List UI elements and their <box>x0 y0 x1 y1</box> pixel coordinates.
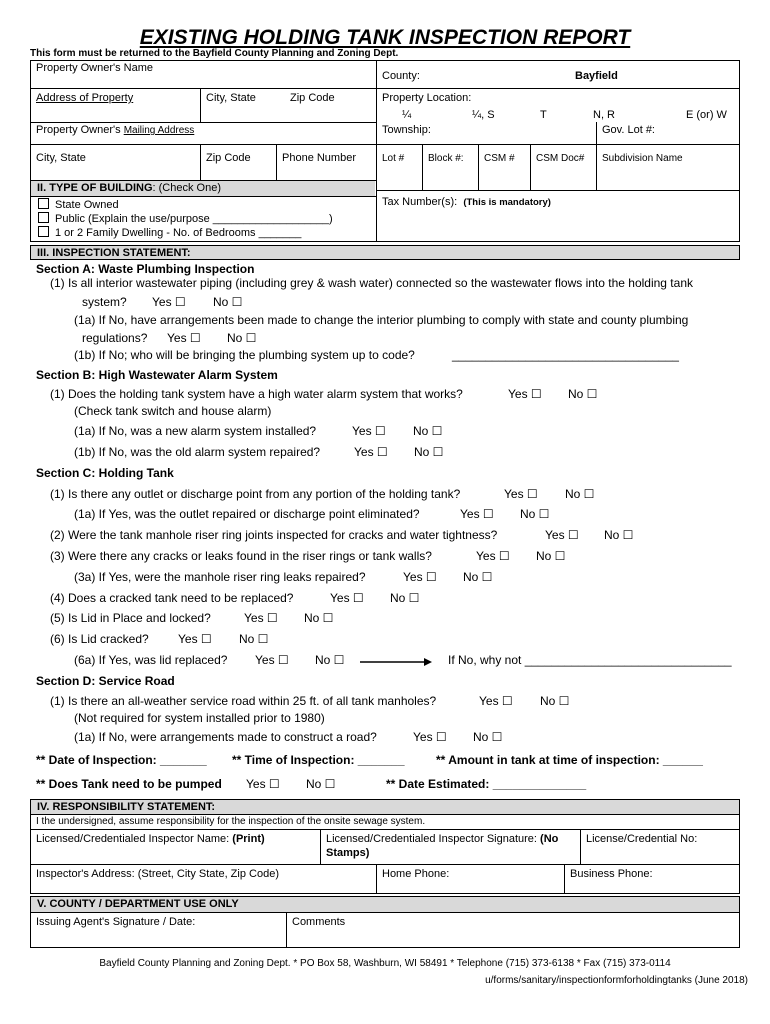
date-estimated-field[interactable]: ** Date Estimated: ______________ <box>386 777 587 791</box>
question-c4: (4) Does a cracked tank need to be replaced? <box>50 591 294 605</box>
question-c5: (5) Is Lid in Place and locked? <box>50 611 211 625</box>
address-label[interactable]: Address of Property <box>36 92 134 104</box>
c1a-yes-checkbox[interactable]: Yes ☐ <box>460 507 494 521</box>
question-d1: (1) Is there an all-weather service road within 25 ft. of all tank manholes? <box>50 694 437 708</box>
gov-lot-label[interactable]: Gov. Lot #: <box>602 124 655 136</box>
zip-label-2[interactable]: Zip Code <box>206 152 251 164</box>
inspector-address-field[interactable]: Inspector's Address: (Street, City State, Zip Code) <box>36 868 279 880</box>
inspection-statement-header: III. INSPECTION STATEMENT: <box>30 245 740 260</box>
comments-field[interactable]: Comments <box>292 916 346 928</box>
footer-contact: Bayfield County Planning and Zoning Dept. * PO Box 58, Washburn, WI 58491 * Telephone (715) 373-6138 * Fax (715) 373-0114 <box>99 958 671 969</box>
c6-no-checkbox[interactable]: No ☐ <box>239 632 269 646</box>
c1-no-checkbox[interactable]: No ☐ <box>565 487 595 501</box>
lot-label[interactable]: Lot # <box>382 153 405 164</box>
owner-name-label[interactable]: Property Owner's Name <box>36 62 154 74</box>
c6a-no-checkbox[interactable]: No ☐ <box>315 653 345 667</box>
question-c2: (2) Were the tank manhole riser ring joints inspected for cracks and water tightness? <box>50 528 498 542</box>
zip-label[interactable]: Zip Code <box>290 92 335 104</box>
county-label: County: <box>382 70 420 82</box>
a1a-yes-checkbox[interactable]: Yes ☐ <box>167 331 201 345</box>
inspector-signature-field[interactable]: Licensed/Credentialed Inspector Signature: (No <box>326 833 559 845</box>
a1b-answer-line[interactable]: __________________________________ <box>452 348 679 362</box>
b1-yes-checkbox[interactable]: Yes ☐ <box>508 387 542 401</box>
county-value: Bayfield <box>575 70 618 82</box>
section-c-heading: Section C: Holding Tank <box>36 466 174 480</box>
location-quarter-2[interactable]: ¼, S <box>472 109 495 121</box>
time-of-inspection-field[interactable]: ** Time of Inspection: _______ <box>232 753 405 767</box>
d1-yes-checkbox[interactable]: Yes ☐ <box>479 694 513 708</box>
c2-yes-checkbox[interactable]: Yes ☐ <box>545 528 579 542</box>
form-subtitle: This form must be returned to the Bayfield County Planning and Zoning Dept. <box>30 48 399 59</box>
c1-yes-checkbox[interactable]: Yes ☐ <box>504 487 538 501</box>
question-a1a-regulations: regulations? <box>82 331 148 345</box>
question-b1: (1) Does the holding tank system have a high water alarm system that works? <box>50 387 463 401</box>
question-d1a: (1a) If No, were arrangements made to construct a road? <box>74 730 377 744</box>
b1a-yes-checkbox[interactable]: Yes ☐ <box>352 424 386 438</box>
c5-yes-checkbox[interactable]: Yes ☐ <box>244 611 278 625</box>
question-c3: (3) Were there any cracks or leaks found in the riser rings or tank walls? <box>50 549 432 563</box>
township-label[interactable]: Township: <box>382 124 431 136</box>
c4-yes-checkbox[interactable]: Yes ☐ <box>330 591 364 605</box>
issuing-agent-field[interactable]: Issuing Agent's Signature / Date: <box>36 916 196 928</box>
c1a-no-checkbox[interactable]: No ☐ <box>520 507 550 521</box>
b1-no-checkbox[interactable]: No ☐ <box>568 387 598 401</box>
option-public[interactable]: Public (Explain the use/purpose ___________________) <box>38 212 333 225</box>
question-b1a: (1a) If No, was a new alarm system installed? <box>74 424 317 438</box>
section-a-heading: Section A: Waste Plumbing Inspection <box>36 262 255 276</box>
block-label[interactable]: Block #: <box>428 153 464 164</box>
question-c6: (6) Is Lid cracked? <box>50 632 149 646</box>
amount-in-tank-field[interactable]: ** Amount in tank at time of inspection: ______ <box>436 753 703 767</box>
section-d-heading: Section D: Service Road <box>36 674 175 688</box>
question-b1b: (1b) If No, was the old alarm system repaired? <box>74 445 321 459</box>
pumped-no-checkbox[interactable]: No ☐ <box>306 777 336 791</box>
c6-yes-checkbox[interactable]: Yes ☐ <box>178 632 212 646</box>
checkbox[interactable] <box>38 198 49 209</box>
arrow-right-icon <box>360 656 432 668</box>
a1a-no-checkbox[interactable]: No ☐ <box>227 331 257 345</box>
location-ew[interactable]: E (or) W <box>686 109 727 121</box>
option-state-owned[interactable]: State Owned <box>38 198 119 211</box>
responsibility-statement: I the undersigned, assume responsibility for the inspection of the onsite sewage system. <box>36 816 426 827</box>
checkbox[interactable] <box>38 212 49 223</box>
city-state-label[interactable]: City, State <box>206 92 256 104</box>
signature-no-stamps-note: Stamps) <box>326 847 370 859</box>
question-a1a: (1a) If No, have arrangements been made to change the interior plumbing to comply with state and county plumbing <box>74 313 689 327</box>
footer-form-id: u/forms/sanitary/inspectionformforholdingtanks (June 2018) <box>485 975 748 986</box>
a1-no-checkbox[interactable]: No ☐ <box>213 295 243 309</box>
location-township[interactable]: T <box>540 109 547 121</box>
question-c1: (1) Is there any outlet or discharge point from any portion of the holding tank? <box>50 487 461 501</box>
b1b-no-checkbox[interactable]: No ☐ <box>414 445 444 459</box>
csm-label[interactable]: CSM # <box>484 153 515 164</box>
c2-no-checkbox[interactable]: No ☐ <box>604 528 634 542</box>
question-a1b: (1b) If No; who will be bringing the plumbing system up to code? <box>74 348 415 362</box>
b1b-yes-checkbox[interactable]: Yes ☐ <box>354 445 388 459</box>
home-phone-field[interactable]: Home Phone: <box>382 868 450 880</box>
question-a1-system: system? <box>82 295 127 309</box>
phone-label[interactable]: Phone Number <box>282 152 356 164</box>
option-family-dwelling[interactable]: 1 or 2 Family Dwelling - No. of Bedrooms _______ <box>38 226 301 239</box>
location-quarter-1[interactable]: ¼ <box>402 109 412 121</box>
county-use-header: V. COUNTY / DEPARTMENT USE ONLY <box>31 897 739 912</box>
c6a-yes-checkbox[interactable]: Yes ☐ <box>255 653 289 667</box>
question-c1a: (1a) If Yes, was the outlet repaired or discharge point eliminated? <box>74 507 420 521</box>
d1a-no-checkbox[interactable]: No ☐ <box>473 730 503 744</box>
question-c6a: (6a) If Yes, was lid replaced? <box>74 653 228 667</box>
subdivision-label[interactable]: Subdivision Name <box>602 153 683 164</box>
question-c3a: (3a) If Yes, were the manhole riser ring leaks repaired? <box>74 570 366 584</box>
checkbox[interactable] <box>38 226 49 237</box>
d1-no-checkbox[interactable]: No ☐ <box>540 694 570 708</box>
pumped-yes-checkbox[interactable]: Yes ☐ <box>246 777 280 791</box>
business-phone-field[interactable]: Business Phone: <box>570 868 653 880</box>
d1a-yes-checkbox[interactable]: Yes ☐ <box>413 730 447 744</box>
b1a-no-checkbox[interactable]: No ☐ <box>413 424 443 438</box>
form-title: EXISTING HOLDING TANK INSPECTION REPORT <box>139 26 631 49</box>
a1-yes-checkbox[interactable]: Yes ☐ <box>152 295 186 309</box>
c3a-no-checkbox[interactable]: No ☐ <box>463 570 493 584</box>
c3-yes-checkbox[interactable]: Yes ☐ <box>476 549 510 563</box>
csm-doc-label[interactable]: CSM Doc# <box>536 153 585 164</box>
question-d1-note: (Not required for system installed prior to 1980) <box>74 711 325 725</box>
location-range[interactable]: N, R <box>593 109 615 121</box>
tank-pumped-label: ** Does Tank need to be pumped <box>36 777 222 791</box>
c3a-yes-checkbox[interactable]: Yes ☐ <box>403 570 437 584</box>
section-b-heading: Section B: High Wastewater Alarm System <box>36 368 278 382</box>
date-of-inspection-field[interactable]: ** Date of Inspection: _______ <box>36 753 207 767</box>
question-b1-note: (Check tank switch and house alarm) <box>74 404 272 418</box>
c5-no-checkbox[interactable]: No ☐ <box>304 611 334 625</box>
c6a-why-not-line[interactable]: If No, why not _______________________________ <box>448 653 732 667</box>
c3-no-checkbox[interactable]: No ☐ <box>536 549 566 563</box>
license-number-field[interactable]: License/Credential No: <box>586 833 698 845</box>
tax-number-label[interactable]: Tax Number(s): (This is mandatory) <box>382 196 551 208</box>
building-type-header: II. TYPE OF BUILDING: (Check One) <box>31 181 375 196</box>
responsibility-header: IV. RESPONSIBILITY STATEMENT: <box>31 800 739 814</box>
mailing-address-label[interactable]: Property Owner's Mailing Address <box>36 124 195 136</box>
property-location-label: Property Location: <box>382 92 472 104</box>
question-a1: (1) Is all interior wastewater piping (including grey & wash water) connected so the wastewater flows into the holding tank <box>50 276 693 290</box>
c4-no-checkbox[interactable]: No ☐ <box>390 591 420 605</box>
inspector-name-field[interactable]: Licensed/Credentialed Inspector Name: (Print) <box>36 833 265 845</box>
city-state-label-2[interactable]: City, State <box>36 152 86 164</box>
